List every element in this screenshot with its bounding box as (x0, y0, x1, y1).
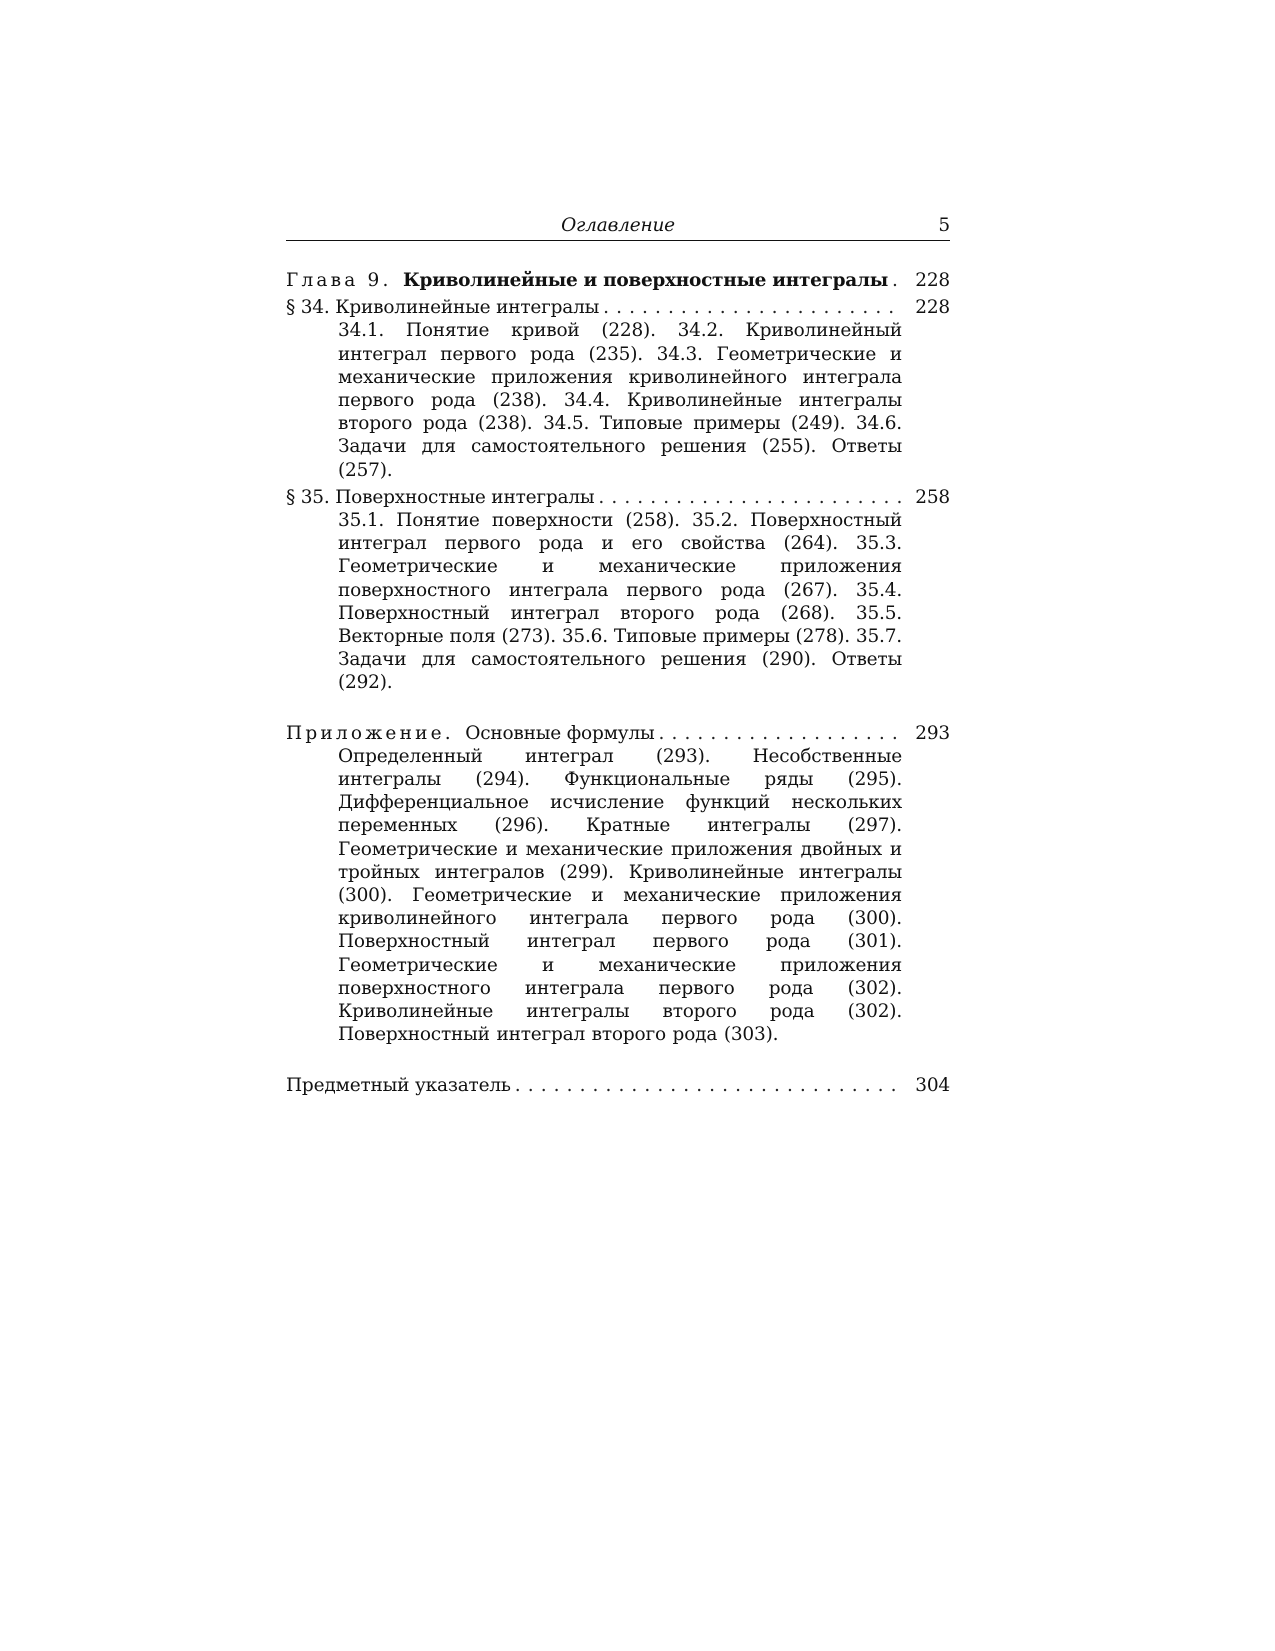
toc-entry-section-34[interactable] (286, 296, 950, 482)
section-title: Криволинейные интегралы (335, 297, 600, 319)
chapter-title: Криволинейные и поверхностные интегралы (402, 270, 888, 291)
toc-entry-chapter-9[interactable] (286, 269, 950, 292)
section-label: § 34. (286, 297, 330, 319)
index-title: Предметный указатель (286, 1074, 511, 1096)
appendix-title: Основные формулы (465, 722, 655, 744)
dot-leader (888, 269, 902, 292)
section-label: § 35. (286, 486, 330, 508)
index-page: 304 (915, 1074, 950, 1096)
chapter-page: 228 (915, 270, 950, 291)
dot-leader (511, 1074, 902, 1097)
appendix-label: Приложение. (286, 722, 454, 744)
dot-leader (599, 296, 902, 319)
appendix-description: Определенный интеграл (293). Несобственные интегралы (294). Функциональные ряды (295). Дифференциальное исчисление функций нескольких переменных (296). Кратные интегралы (297). Геометрические и механические приложения двойных и тройных интегралов (299). Криволинейные интегралы (300). Геометрические и механические приложения криволинейного интеграла первого рода (300). Поверхностный интеграл первого рода (301). Геометрические и механические приложения поверхностного интеграла первого рода (302). Криволинейные интегралы второго рода (302). Поверхностный интеграл второго рода (303). (338, 745, 902, 1046)
section-page: 228 (915, 297, 950, 319)
dot-leader (655, 722, 902, 745)
running-title: Оглавление (561, 215, 675, 236)
section-page: 258 (915, 486, 950, 508)
section-description: 34.1. Понятие кривой (228). 34.2. Криволинейный интеграл первого рода (235). 34.3. Геометрические и механические приложения криволинейного интеграла первого рода (238). 34.4. Криволинейные интегралы второго рода (238). 34.5. Типовые примеры (249). 34.6. Задачи для самостоятельного решения (255). Ответы (257). (338, 320, 902, 481)
section-title: Поверхностные интегралы (335, 486, 595, 508)
section-description: 35.1. Понятие поверхности (258). 35.2. Поверхностный интеграл первого рода и его свойства (264). 35.3. Геометрические и механические приложения поверхностного интеграла первого рода (267). 35.4. Поверхностный интеграл второго рода (268). 35.5. Векторные поля (273). 35.6. Типовые примеры (278). 35.7. Задачи для самостоятельного решения (290). Ответы (292). (338, 510, 902, 694)
toc-entry-index[interactable] (286, 1074, 950, 1097)
page-number: 5 (938, 215, 950, 236)
appendix-page: 293 (915, 722, 950, 744)
running-header (286, 214, 950, 241)
toc-page (286, 214, 950, 1097)
toc-entry-appendix[interactable] (286, 722, 950, 1047)
chapter-label: Глава 9. (286, 270, 392, 291)
toc-entry-section-35[interactable] (286, 486, 950, 695)
dot-leader (594, 486, 902, 509)
